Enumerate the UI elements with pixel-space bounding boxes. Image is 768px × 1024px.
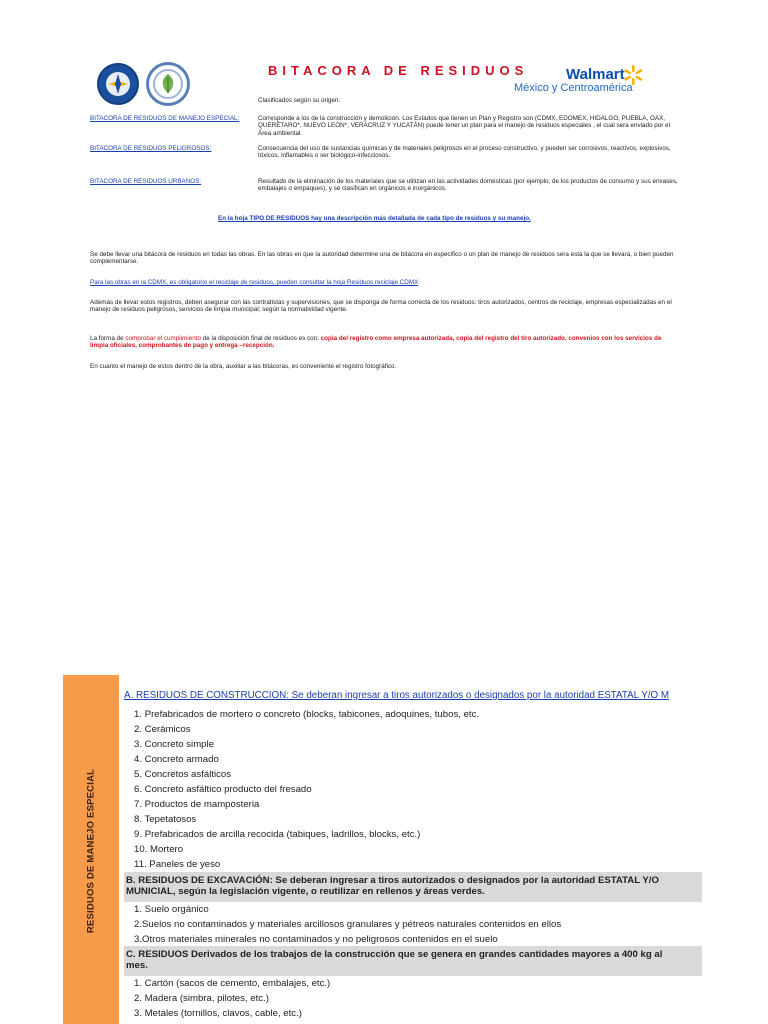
section-a-heading[interactable]: A. RESIDUOS DE CONSTRUCCION: Se deberan ingresar a tiros autorizados o designados por la autoridad ESTATAL Y/O M (124, 690, 670, 701)
section-b-heading (126, 875, 659, 897)
side-category-label: RESIDUOS DE MANEJO ESPECIAL (85, 768, 97, 934)
paragraph-bitacora: Se debe llevar una bitácora de residuos en todas las obras. En las obras en que la autoridad determine una de bitácora en especifico o un plan de manejo de residuos sera esta la que se llevara, o bien pueden complementarse. (90, 251, 674, 266)
list-item: 1. Suelo orgánico (134, 904, 209, 915)
link-manejo-especial[interactable]: BITACORA DE RESIDUOS DE MANEJO ESPECIAL: (90, 115, 240, 122)
list-item: 11. Paneles de yeso (134, 859, 221, 870)
comprobar-highlight: comprobar el cumplimiento (125, 335, 201, 342)
link-peligrosos[interactable]: BITACORA DE RESIDUOS PELIGROSOS: (90, 145, 212, 152)
desc-manejo-especial: Corresponde a los de la construcción y demolición. Los Estados que tienen un Plan y Registro son (CDMX, EDOMEX, HIDALGO, PUEBLA, OAX, QUERÉTARO*, NUEVO LEÓN*, VERACRUZ Y YUCATÁN) puede tener un plan para el manejo de residuos especiales , el cual sera enviado por el Área ambiental. (258, 115, 671, 137)
list-item: 3. Concreto simple (134, 739, 214, 750)
list-item: 1. Cartón (sacos de cemento, embalajes, etc.) (134, 978, 331, 989)
section-b-heading-line2: MUNICIAL, según la legislación vigente, o reutilizar en rellenos y áreas verdes. (126, 886, 485, 897)
section-b-heading-line1: B. RESIDUOS DE EXCAVACIÓN: Se deberan ingresar a tiros autorizados o designados por la autoridad ESTATAL Y/O (126, 875, 659, 886)
list-item: 5. Concretos asfálticos (134, 769, 232, 780)
paragraph-fotografico: En cuanto el manejo de estos dentro de la obra, auxiliar a las bitácoras, es conveniente el registro fotográfico. (90, 363, 397, 370)
list-item: 4. Concreto armado (134, 754, 219, 765)
classified-label: Clasificados según su origen: (258, 97, 341, 104)
link-tipo-residuos[interactable]: En la hoja TIPO DE RESIDUOS hay una descripción más detallada de cada tipo de residuos y su manejo. (218, 215, 531, 222)
sustainability-seal-logo (97, 63, 139, 105)
list-item: 7. Productos de mamposteria (134, 799, 260, 810)
list-item: 2.Suelos no contaminados y materiales arcillosos granulares y pétreos naturales contenidos en ellos (134, 919, 562, 930)
link-reciclaje-cdmx[interactable]: Para las obras en la CDMX, es obligatorio el reciclaje de residuos, pueden consultar la hoja Residuos reciclaje CDMX (90, 279, 419, 286)
paragraph-comprobar (90, 335, 680, 350)
list-item: 9. Prefabricados de arcilla recocida (tabiques, ladrillos, blocks, etc.) (134, 829, 421, 840)
list-item: 2. Madera (simbra, pilotes, etc.) (134, 993, 269, 1004)
list-item: 6. Concreto asfáltico producto del fresado (134, 784, 312, 795)
section-c-heading-line1: C. RESIDUOS Derivados de los trabajos de la construcción que se genera en grandes cantidades mayores a 400 kg al (126, 949, 663, 960)
list-item: 10. Mortero (134, 844, 184, 855)
walmart-subtitle: México y Centroamérica (514, 82, 633, 94)
list-item: 2. Cerámicos (134, 724, 191, 735)
walmart-logo-text: Walmart (566, 66, 625, 83)
paragraph-registros: Además de llevar estos registros, deben asegurar con las contratistas y supervisiones, que se disponga de forma correcta de los residuos: tiros autorizados, centros de reciclaje, empresas especializadas en el manejo de residuos peligrosos, servicios de limpia municipal; según la normatividad vigente. (90, 299, 672, 314)
list-item: 3.Otros materiales minerales no contaminados y no peligrosos contenidos en el suelo (134, 934, 498, 945)
side-category-cell (63, 675, 119, 1024)
desc-urbanos: Resultado de la eliminación de los materiales que se utilizan en las actividades domésticas (por ejemplo, de los productos de consumo y sus envases, embalajes o empaques), y se clasifican en orgánicos e inorgánicos. (258, 178, 678, 193)
list-item: 8. Tepetatosos (134, 814, 197, 825)
section-c-heading-line2: mes. (126, 960, 148, 971)
green-building-seal-logo (146, 62, 190, 106)
list-item: 3. Metales (tornillos, clavos, cable, etc.) (134, 1008, 302, 1019)
comprobar-requirements: copia del registro como empresa autorizada, copia del registro del tiro autorizado, convenios con los servicios de limpia oficiales, comprobantes de pago y entrega –recepción. (90, 335, 662, 350)
comprobar-text-c: de la disposición final de residuos es con: (200, 335, 321, 342)
page-title: BITACORA DE RESIDUOS (268, 63, 529, 78)
link-urbanos[interactable]: BITACORA DE RESIDUOS URBANOS: (90, 178, 202, 185)
list-item: 1. Prefabricados de mortero o concreto (blocks, tabicones, adoquines, tubos, etc. (134, 709, 480, 720)
desc-peligrosos: Consecuencia del uso de sustancias químicas y de materiales peligrosos en el proceso constructivo, y pueden ser corrosivos, reactivos, explosivos, tóxicos, inflamables o ser biológico-infecciosos. (258, 145, 671, 160)
comprobar-text-a: La forma de (90, 335, 126, 342)
section-c-heading (126, 949, 662, 971)
